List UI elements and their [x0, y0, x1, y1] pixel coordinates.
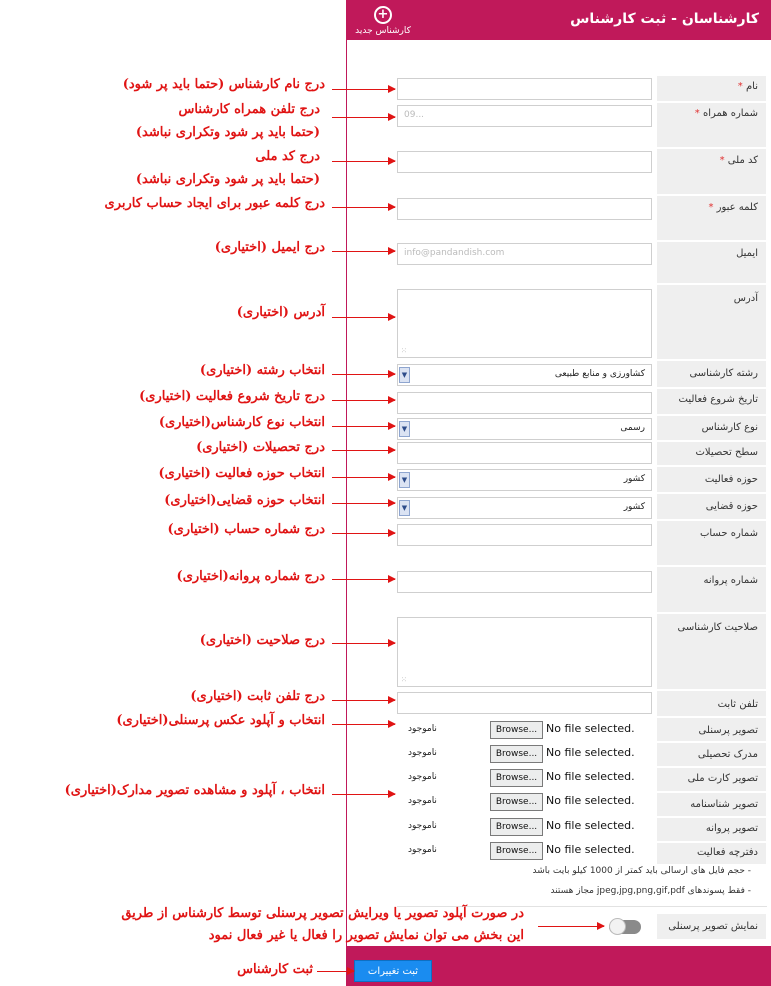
browse-button[interactable]: Browse...	[490, 818, 543, 836]
resize-grip-icon[interactable]: ⁙	[401, 676, 407, 684]
file-status: ناموجود	[408, 724, 437, 734]
new-expert-label: کارشناس جدید	[355, 26, 411, 36]
browse-button[interactable]: Browse...	[490, 721, 543, 739]
email-input[interactable]: info@pandandish.com	[397, 243, 652, 265]
education-input[interactable]	[397, 442, 652, 464]
annotation: درج تلفن ثابت (اختیاری)	[190, 689, 325, 704]
annotation: درج تلفن همراه کارشناس	[178, 102, 320, 117]
annotation-arrow	[332, 117, 395, 118]
annotation: انتخاب نوع کارشناس(اختیاری)	[158, 415, 325, 430]
annotation-arrow	[332, 503, 395, 504]
mobile-label: شماره همراه *	[657, 103, 766, 148]
annotation-arrow	[332, 207, 395, 208]
name-input[interactable]	[397, 78, 652, 100]
browse-button[interactable]: Browse...	[490, 842, 543, 860]
start-date-input[interactable]	[397, 392, 652, 414]
annotation-arrow	[332, 533, 395, 534]
annotation: درج شماره حساب (اختیاری)	[167, 522, 325, 537]
file-label: تصویر پرسنلی	[657, 718, 766, 742]
license-input[interactable]	[397, 571, 652, 593]
no-file-text: No file selected.	[546, 794, 635, 807]
annotation-arrow	[332, 374, 395, 375]
judicial-area-label: حوزه قضایی	[657, 494, 766, 520]
annotation-arrow	[332, 317, 395, 318]
annotation: این بخش می توان نمایش تصویر را فعال یا غیر فعال نمود	[208, 928, 524, 943]
judicial-area-value: کشور	[623, 502, 645, 512]
no-file-text: No file selected.	[546, 843, 635, 856]
field-select[interactable]	[397, 364, 652, 386]
annotation-arrow	[332, 724, 395, 725]
annotation: (حتما باید پر شود وتکراری نباشد)	[135, 125, 320, 140]
file-status: ناموجود	[408, 821, 437, 831]
toggle-knob	[609, 918, 626, 935]
show-photo-label: نمایش تصویر پرسنلی	[657, 914, 766, 940]
activity-area-select[interactable]	[397, 469, 652, 491]
no-file-text: No file selected.	[546, 770, 635, 783]
submit-button[interactable]: ثبت تغییرات	[354, 960, 432, 982]
annotation-arrow	[332, 477, 395, 478]
plus-circle-icon: +	[374, 6, 392, 24]
file-label: تصویر شناسنامه	[657, 793, 766, 817]
education-label: سطح تحصیلات	[657, 442, 766, 466]
no-file-text: No file selected.	[546, 819, 635, 832]
chevron-down-icon[interactable]: ▼	[399, 367, 410, 383]
email-label: ایمیل	[657, 242, 766, 284]
annotation-arrow	[332, 794, 395, 795]
competence-label: صلاحیت کارشناسی	[657, 614, 766, 690]
license-label: شماره پروانه	[657, 567, 766, 613]
type-select[interactable]	[397, 418, 652, 440]
file-label: مدرک تحصیلی	[657, 743, 766, 767]
chevron-down-icon[interactable]: ▼	[399, 472, 410, 488]
file-status: ناموجود	[408, 796, 437, 806]
password-label: کلمه عبور *	[657, 196, 766, 241]
annotation-arrow	[538, 926, 604, 927]
resize-grip-icon[interactable]: ⁙	[401, 347, 407, 355]
annotation-arrow	[317, 971, 354, 972]
annotation: انتخاب حوزه قضایی(اختیاری)	[164, 493, 325, 508]
annotation: درج نام کارشناس (حتما باید پر شود)	[122, 77, 325, 92]
field-label: رشته کارشناسی	[657, 361, 766, 388]
file-status: ناموجود	[408, 772, 437, 782]
no-file-text: No file selected.	[546, 746, 635, 759]
annotation: درج صلاحیت (اختیاری)	[199, 633, 325, 648]
show-photo-toggle[interactable]	[609, 920, 641, 934]
bottom-bar	[346, 946, 771, 986]
size-note: - حجم فایل های ارسالی باید کمتر از 1000 کیلو بایت باشد	[532, 866, 751, 876]
account-input[interactable]	[397, 524, 652, 546]
file-label: دفترچه فعالیت	[657, 843, 766, 865]
new-expert-button[interactable]	[350, 6, 416, 38]
annotation: درج کد ملی	[255, 149, 320, 164]
annotation: انتخاب ، آپلود و مشاهده تصویر مدارک(اختیاری)	[64, 783, 325, 798]
file-label: تصویر پروانه	[657, 818, 766, 842]
annotation: (حتما باید پر شود وتکراری نباشد)	[135, 172, 320, 187]
annotation-arrow	[332, 251, 395, 252]
competence-textarea[interactable]	[397, 617, 652, 687]
password-input[interactable]	[397, 198, 652, 220]
annotation-arrow	[332, 643, 395, 644]
annotation-arrow	[332, 400, 395, 401]
annotation-arrow	[332, 579, 395, 580]
annotation: درج شماره پروانه(اختیاری)	[176, 569, 325, 584]
national-code-label: کد ملی *	[657, 149, 766, 195]
annotation: آدرس (اختیاری)	[236, 305, 325, 320]
file-status: ناموجود	[408, 845, 437, 855]
mobile-input[interactable]: 09...	[397, 105, 652, 127]
address-label: آدرس	[657, 285, 766, 360]
phone-input[interactable]	[397, 692, 652, 714]
annotation-arrow	[332, 426, 395, 427]
chevron-down-icon[interactable]: ▼	[399, 500, 410, 516]
annotation: درج تحصیلات (اختیاری)	[196, 440, 325, 455]
type-select-value: رسمی	[620, 423, 645, 433]
annotation: در صورت آپلود تصویر یا ویرایش تصویر پرسنلی توسط کارشناس از طریق	[121, 906, 524, 921]
browse-button[interactable]: Browse...	[490, 793, 543, 811]
annotation-arrow	[332, 450, 395, 451]
browse-button[interactable]: Browse...	[490, 745, 543, 763]
annotation-arrow	[332, 89, 395, 90]
form-border	[346, 40, 347, 946]
extension-note: - فقط پسوندهای jpeg,jpg,png,gif,pdf مجاز هستند	[550, 886, 751, 896]
page-title: کارشناسان - ثبت کارشناس	[570, 11, 759, 27]
browse-button[interactable]: Browse...	[490, 769, 543, 787]
annotation: درج ایمیل (اختیاری)	[214, 240, 325, 255]
file-label: تصویر کارت ملی	[657, 768, 766, 792]
annotation: انتخاب حوزه فعالیت (اختیاری)	[158, 466, 325, 481]
account-label: شماره حساب	[657, 521, 766, 566]
annotation: درج تاریخ شروع فعالیت (اختیاری)	[139, 389, 325, 404]
start-date-label: تاریخ شروع فعالیت	[657, 389, 766, 415]
name-label: نام *	[657, 76, 766, 102]
annotation-arrow	[332, 700, 395, 701]
phone-label: تلفن ثابت	[657, 691, 766, 717]
type-label: نوع کارشناس	[657, 416, 766, 441]
annotation-arrow	[332, 161, 395, 162]
annotation: ثبت کارشناس	[237, 962, 313, 977]
no-file-text: No file selected.	[546, 722, 635, 735]
chevron-down-icon[interactable]: ▼	[399, 421, 410, 437]
annotation: درج کلمه عبور برای ایجاد حساب کاربری	[104, 196, 325, 211]
judicial-area-select[interactable]	[397, 497, 652, 519]
field-select-value: کشاورزی و منابع طبیعی	[554, 369, 645, 379]
annotation: انتخاب رشته (اختیاری)	[199, 363, 325, 378]
activity-area-label: حوزه فعالیت	[657, 467, 766, 493]
top-bar	[346, 0, 771, 40]
national-code-input[interactable]	[397, 151, 652, 173]
address-textarea[interactable]	[397, 289, 652, 358]
file-status: ناموجود	[408, 748, 437, 758]
annotation: انتخاب و آپلود عکس پرسنلی(اختیاری)	[116, 713, 325, 728]
activity-area-value: کشور	[623, 474, 645, 484]
